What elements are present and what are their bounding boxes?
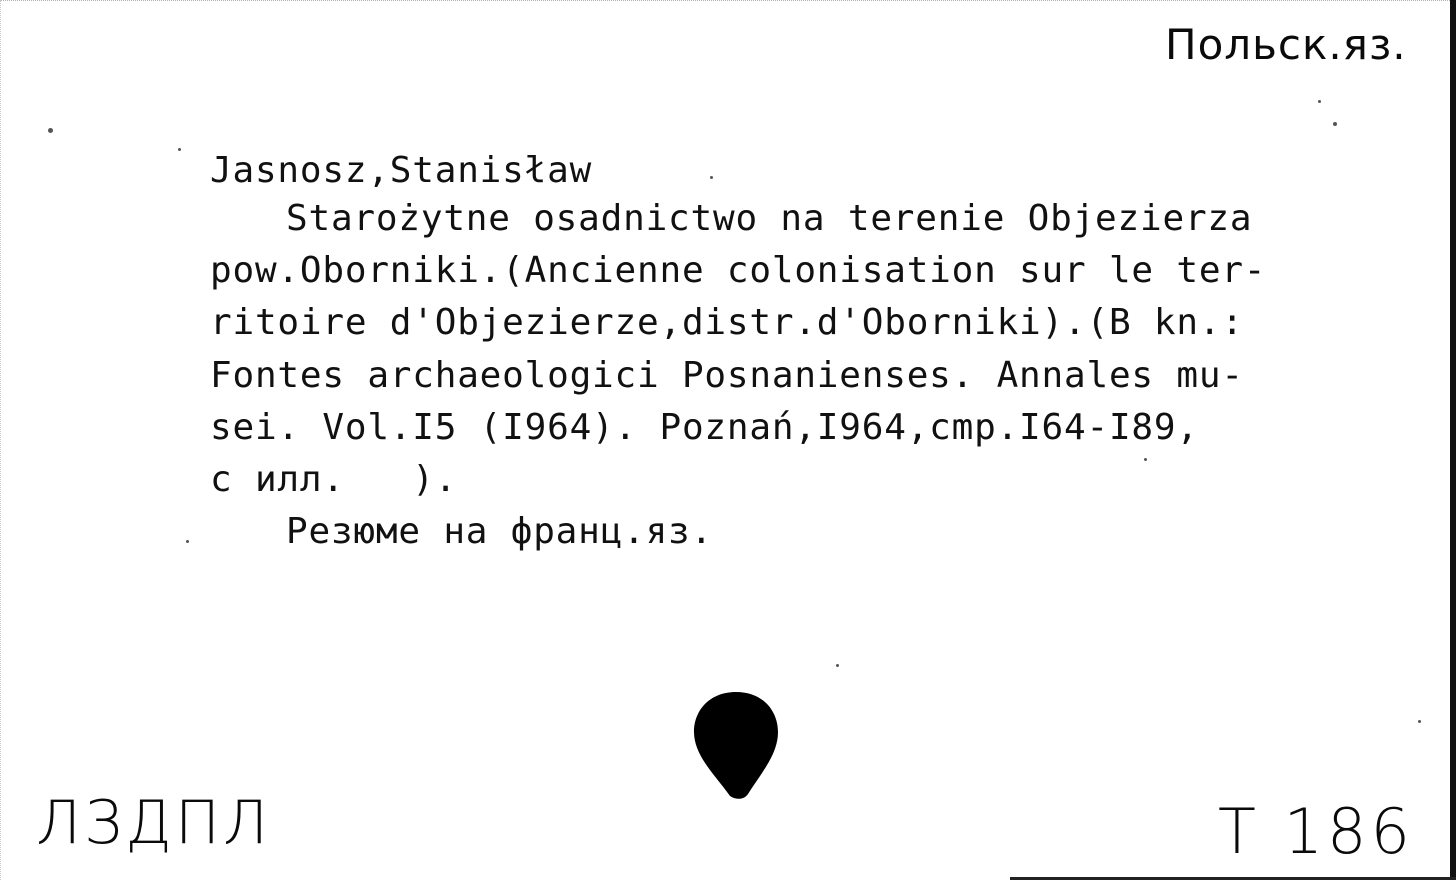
scan-speck: [178, 148, 181, 151]
citation-line: Starożytne osadnictwo na terenie Objezierza: [286, 198, 1253, 239]
punch-hole: [690, 688, 782, 800]
card-top-edge: [0, 0, 1456, 4]
author-name: Jasnosz,Stanisław: [210, 150, 593, 191]
scan-speck: [48, 128, 53, 133]
library-code: ЛЗДПЛ: [36, 788, 272, 858]
scan-speck: [1333, 122, 1337, 126]
scan-speck: [186, 540, 189, 543]
scan-speck: [710, 176, 713, 179]
scan-speck: [836, 664, 839, 667]
scan-speck: [1418, 720, 1421, 723]
citation-line: ritoire d'Objezierze,distr.d'Oborniki).(B kn.:: [210, 302, 1244, 343]
card-right-edge: [1450, 0, 1456, 880]
language-code: Польск.яз.: [1165, 20, 1407, 69]
citation-line: pow.Oborniki.(Ancienne colonisation sur le ter-: [210, 250, 1267, 291]
scan-speck: [1144, 458, 1147, 461]
scan-speck: [1318, 100, 1321, 103]
card-left-edge: [0, 0, 5, 880]
citation-line: Fontes archaeologici Posnanienses. Annales mu-: [210, 355, 1244, 396]
summary-note: Резюме на франц.яз.: [286, 511, 714, 552]
citation-line: с илл. ).: [210, 459, 458, 500]
shelf-number: Т 186: [1218, 795, 1414, 868]
citation-line: sei. Vol.I5 (I964). Poznań,I964,cmp.I64-I89,: [210, 407, 1199, 448]
